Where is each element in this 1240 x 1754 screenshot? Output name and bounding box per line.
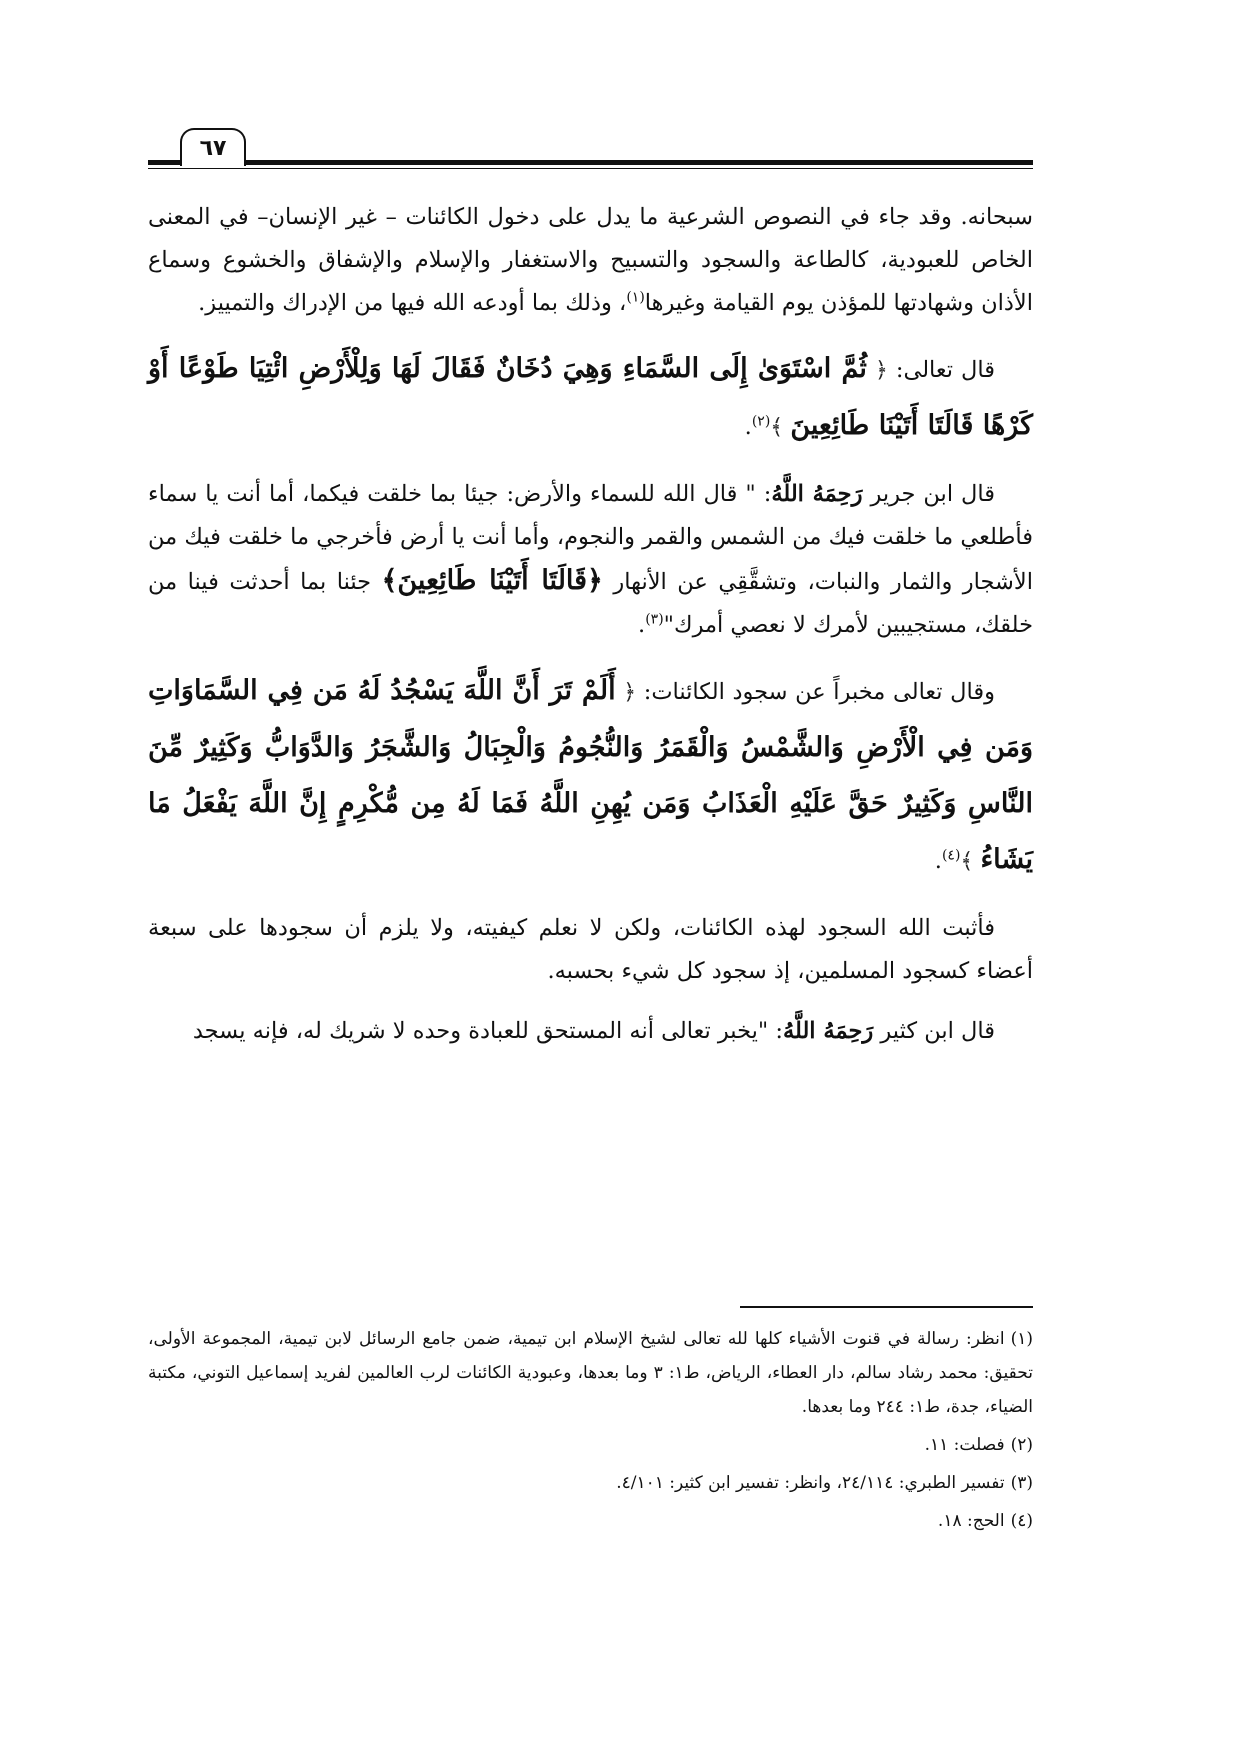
footnote-ref-3[interactable]: (٣): [645, 611, 664, 628]
footnote-ref-4[interactable]: (٤): [941, 847, 961, 864]
honorific: رَحِمَهُ اللَّهُ: [771, 481, 863, 507]
footnote-ref-2[interactable]: (٢): [751, 413, 771, 430]
footnote-separator: [740, 1306, 1033, 1308]
footnote-number: (٢): [1010, 1435, 1033, 1455]
quran-bracket-close: ﴾: [770, 415, 784, 440]
paragraph-2: قال تعالى: ﴿ ثُمَّ اسْتَوَىٰ إِلَى السَّمَاءِ وَهِيَ دُخَانٌ فَقَالَ لَهَا وَلِلْأَرْضِ ائْتِيَا طَوْعًا أَوْ كَرْهًا قَالَتَا أَتَيْنَا طَائِعِينَ ﴾$^{(٢)}$.: [148, 353, 1033, 441]
footnote-3: (٣)تفسير الطبري: ٢٤/١١٤، وانظر: تفسير ابن كثير: ٤/١٠١.: [616, 1473, 1033, 1493]
paragraph-1: سبحانه. وقد جاء في النصوص الشرعية ما يدل على دخول الكائنات – غير الإنسان– في المعنى الخاص للعبودية، كالطاعة والسجود والتسبيح والاستغفار والإسلام والإشفاق والخشوع وسماع الأذان وشهادتها للمؤذن يوم القيامة وغيرها$^{(١)}$، وذلك بما أودعه الله فيها من الإدراك والتمييز.: [148, 204, 1033, 316]
quran-bracket-open: ﴿: [623, 680, 637, 705]
footnote-number: (٤): [1010, 1511, 1033, 1531]
main-text: [148, 196, 1033, 1070]
quran-verse-inline: ﴿قَالَتَا أَتَيْنَا طَائِعِينَ﴾: [381, 565, 603, 596]
header-rule-thin: [148, 168, 1033, 169]
paragraph-3: قال ابن جرير رَحِمَهُ اللَّهُ: " قال الله للسماء والأرض: جيئا بما خلقت فيكما، أما أنت يا سماء فأطلعي ما خلقت فيك من الشمس والقمر والنجوم، وأما أنت يا أرض فأخرجي ما خلقت فيك من الأشجار والثمار والنبات، وتشقَّقِي عن الأنهار ﴿قَالَتَا أَتَيْنَا طَائِعِينَ﴾ جئنا بما أحدثت فينا من خلقك، مستجيبين لأمرك لا نعصي أمرك"$^{(٣)}$.: [148, 481, 1033, 638]
quran-verse-hajj: أَلَمْ تَرَ أَنَّ اللَّهَ يَسْجُدُ لَهُ مَن فِي السَّمَاوَاتِ وَمَن فِي الْأَرْضِ وَالشَّمْسُ وَالْقَمَرُ وَالنُّجُومُ وَالْجِبَالُ وَالشَّجَرُ وَالدَّوَابُّ وَكَثِيرٌ مِّنَ النَّاسِ وَكَثِيرٌ حَقَّ عَلَيْهِ الْعَذَابُ وَمَن يُهِنِ اللَّهُ فَمَا لَهُ مِن مُّكْرِمٍ إِنَّ اللَّهَ يَفْعَلُ مَا يَشَاءُ: [148, 675, 1033, 875]
footnote-number: (٣): [1010, 1473, 1033, 1493]
footnote-ref-1[interactable]: (١): [626, 289, 645, 306]
quran-verse-fussilat: ثُمَّ اسْتَوَىٰ إِلَى السَّمَاءِ وَهِيَ دُخَانٌ فَقَالَ لَهَا وَلِلْأَرْضِ ائْتِيَا طَوْعًا أَوْ كَرْهًا قَالَتَا أَتَيْنَا طَائِعِينَ: [148, 353, 1033, 441]
paragraph-5: فأثبت الله السجود لهذه الكائنات، ولكن لا نعلم كيفيته، ولا يلزم أن سجودها على سبعة أعضاء كسجود المسلمين، إذ سجود كل شيء بحسبه.: [148, 915, 1033, 984]
footnote-1: (١)انظر: رسالة في قنوت الأشياء كلها لله تعالى لشيخ الإسلام ابن تيمية، ضمن جامع الرسائل لابن تيمية، المجموعة الأولى، تحقيق: محمد رشاد سالم، دار العطاء، الرياض، ط١: ٣ وما بعدها، وعبودية الكائنات لرب العالمين لفريد إسماعيل التوني، مكتبة الضياء، جدة، ط١: ٢٤٤ وما بعدها.: [148, 1329, 1033, 1417]
quran-bracket-close: ﴾: [960, 849, 974, 874]
header-rule: [148, 160, 1033, 165]
footnotes: [148, 1322, 1033, 1542]
footnote-4: (٤)الحج: ١٨.: [937, 1511, 1033, 1531]
footnote-2: (٢)فصلت: ١١.: [924, 1435, 1033, 1455]
page-number: ٦٧: [180, 128, 246, 166]
paragraph-6: قال ابن كثير رَحِمَهُ اللَّهُ: "يخبر تعالى أنه المستحق للعبادة وحده لا شريك له، فإنه يسجد: [192, 1018, 995, 1044]
quran-bracket-open: ﴿: [874, 358, 888, 383]
footnote-number: (١): [1010, 1329, 1033, 1349]
honorific: رَحِمَهُ اللَّهُ: [782, 1018, 874, 1044]
paragraph-4: وقال تعالى مخبراً عن سجود الكائنات: ﴿ أَلَمْ تَرَ أَنَّ اللَّهَ يَسْجُدُ لَهُ مَن فِي السَّمَاوَاتِ وَمَن فِي الْأَرْضِ وَالشَّمْسُ وَالْقَمَرُ وَالنُّجُومُ وَالْجِبَالُ وَالشَّجَرُ وَالدَّوَابُّ وَكَثِيرٌ مِّنَ النَّاسِ وَكَثِيرٌ حَقَّ عَلَيْهِ الْعَذَابُ وَمَن يُهِنِ اللَّهُ فَمَا لَهُ مِن مُّكْرِمٍ إِنَّ اللَّهَ يَفْعَلُ مَا يَشَاءُ ﴾$^{(٤)}$.: [148, 675, 1033, 875]
